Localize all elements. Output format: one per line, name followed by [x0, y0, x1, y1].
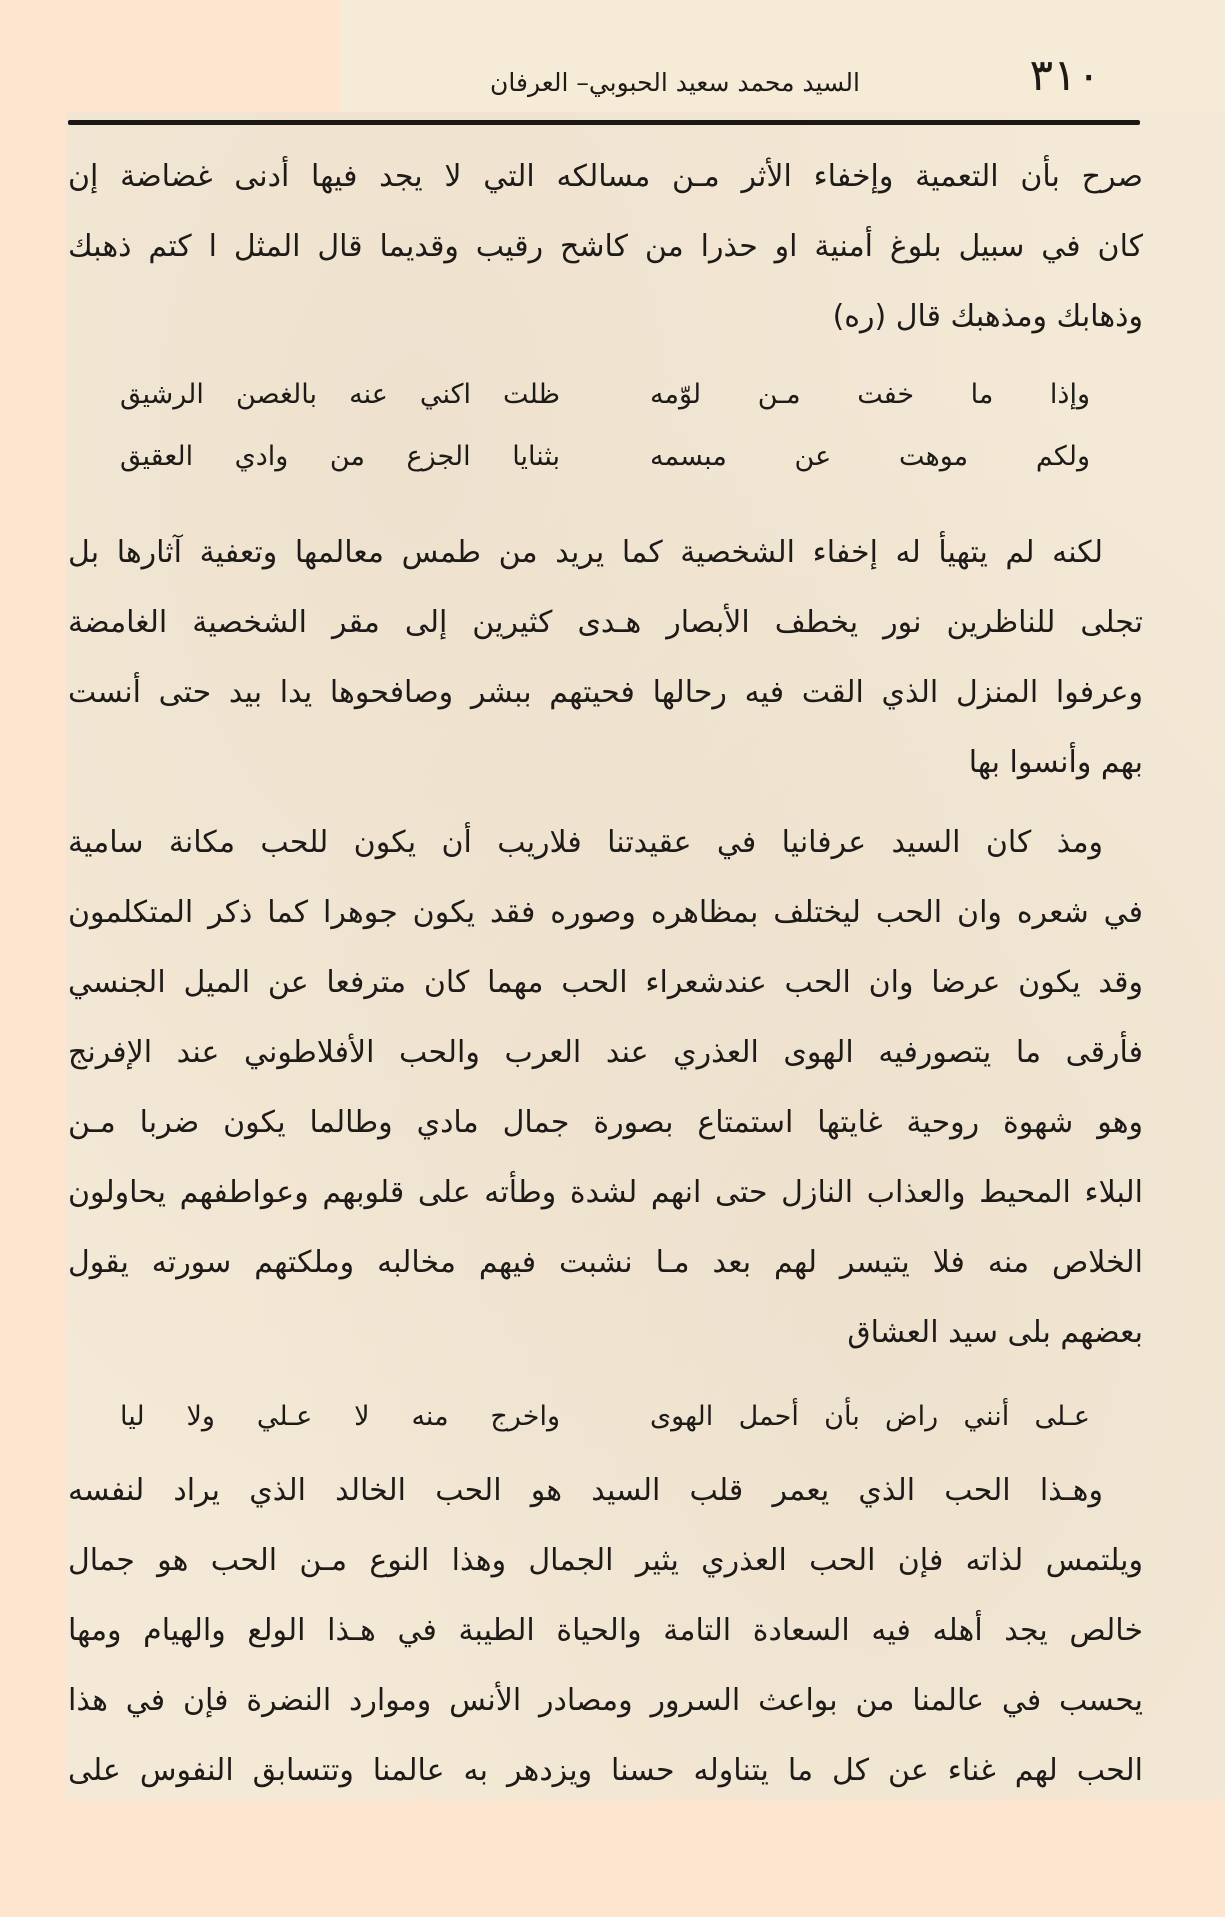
- text-line: وذهابك ومذهبك قال (ره): [832, 299, 1143, 334]
- text-line: يحسب في عالمنا من بواعث السرور ومصادر الأنس وموارد النضرة فإن في هذا: [68, 1683, 1143, 1718]
- text-line: كان في سبيل بلوغ أمنية او حذرا من كاشح رقيب وقديما قال المثل ا كتم ذهبك: [68, 229, 1143, 264]
- paragraph-1: [68, 142, 1143, 352]
- hemistich-right: عـلى أنني راض بأن أحمل الهوى: [650, 1401, 1090, 1432]
- text-line: في شعره وان الحب ليختلف بمظاهره وصوره فقد يكون جوهرا كما ذكر المتكلمون: [68, 895, 1143, 930]
- text-line: لكنه لم يتهيأ له إخفاء الشخصية كما يريد من طمس معالمها وتعفية آثارها بل: [68, 535, 1103, 570]
- verse: [120, 364, 1090, 426]
- text-line: بعضهم بلى سيد العشاق: [847, 1315, 1143, 1350]
- hemistich-right: وإذا ما خفت مـن لوّمه: [650, 379, 1090, 410]
- text-line: تجلى للناظرين نور يخطف الأبصار هـدى كثيرين إلى مقر الشخصية الغامضة: [68, 605, 1143, 640]
- verse: [120, 426, 1090, 488]
- paragraph-4: [68, 1456, 1143, 1806]
- paragraph-2: [68, 518, 1143, 798]
- page-number: ٣١٠: [1029, 50, 1101, 101]
- text-line: الخلاص منه فلا يتيسر لهم بعد مـا نشبت فيهم مخالبه وملكتهم سورته يقول: [68, 1245, 1143, 1280]
- text-line: ومذ كان السيد عرفانيا في عقيدتنا فلاريب أن يكون للحب مكانة سامية: [68, 825, 1103, 860]
- text-line: وعرفوا المنزل الذي القت فيه رحالها فحيتهم ببشر وصافحوها يدا بيد حتى أنست: [68, 675, 1143, 710]
- text-line: فأرقى ما يتصورفيه الهوى العذري عند العرب والحب الأفلاطوني عند الإفرنج: [68, 1035, 1143, 1070]
- header-rule: [68, 120, 1140, 125]
- hemistich-left: بثنايا الجزع من وادي العقيق: [120, 441, 560, 472]
- verse: [120, 1386, 1090, 1448]
- text-line: بهم وأنسوا بها: [968, 745, 1143, 780]
- text-line: وهـذا الحب الذي يعمر قلب السيد هو الحب الخالد الذي يراد لنفسه: [68, 1473, 1103, 1508]
- hemistich-left: ظلت اكني عنه بالغصن الرشيق: [120, 379, 560, 410]
- hemistich-left: واخرج منه لا عـلي ولا ليا: [120, 1401, 560, 1432]
- running-title: السيد محمد سعيد الحبوبي– العرفان: [490, 68, 860, 97]
- hemistich-right: ولكم موهت عن مبسمه: [650, 441, 1090, 472]
- text-line: الحب لهم غناء عن كل ما يتناوله حسنا ويزدهر به عالمنا وتتسابق النفوس على: [68, 1753, 1143, 1788]
- text-line: خالص يجد أهله فيه السعادة التامة والحياة الطيبة في هـذا الولع والهيام ومها: [68, 1613, 1143, 1648]
- text-line: ويلتمس لذاته فإن الحب العذري يثير الجمال وهذا النوع مـن الحب هو جمال: [68, 1543, 1143, 1578]
- paragraph-3: [68, 808, 1143, 1368]
- text-line: البلاء المحيط والعذاب النازل حتى انهم لشدة وطأته على قلوبهم وعواطفهم يحاولون: [68, 1175, 1143, 1210]
- text-line: وهو شهوة روحية غايتها استمتاع بصورة جمال مادي وطالما يكون ضربا مـن: [68, 1105, 1143, 1140]
- text-line: صرح بأن التعمية وإخفاء الأثر مـن مسالكه التي لا يجد فيها أدنى غضاضة إن: [68, 159, 1143, 194]
- text-line: وقد يكون عرضا وان الحب عندشعراء الحب مهما كان مترفعا عن الميل الجنسي: [68, 965, 1143, 1000]
